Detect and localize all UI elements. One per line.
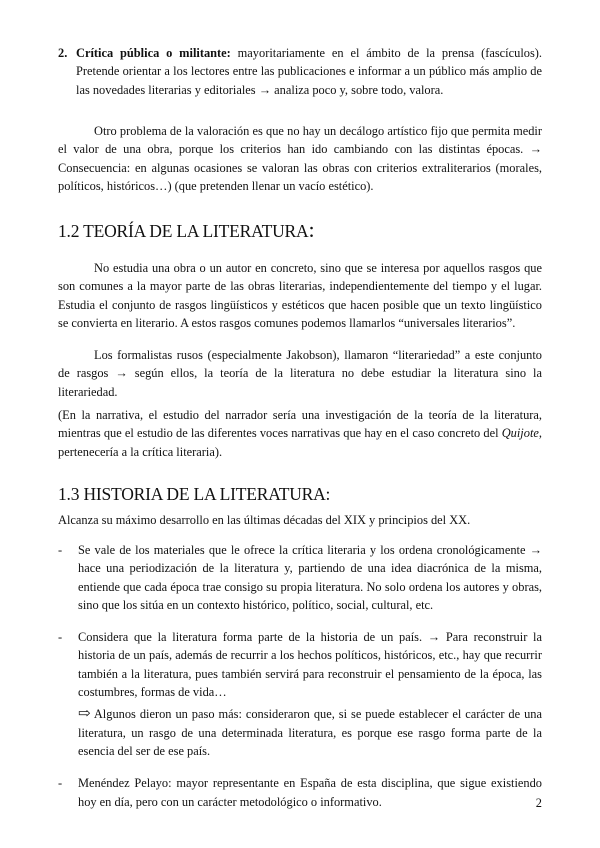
- list-term: Crítica pública o militante:: [76, 46, 231, 60]
- italic-title: Quijote: [501, 426, 539, 441]
- heading-colon: :: [308, 217, 315, 242]
- paragraph-historia-intro: Alcanza su máximo desarrollo en las últimas décadas del XIX y principios del XX.: [58, 513, 471, 527]
- paragraph-teoria-3: [58, 406, 542, 461]
- bullet-dash: -: [58, 776, 63, 791]
- list-item: [58, 628, 542, 760]
- bullet-note: [78, 705, 542, 760]
- list-item-2: [58, 44, 542, 99]
- list-item: [58, 541, 542, 614]
- page-number: 2: [535, 796, 542, 810]
- paragraph-teoria-2: Los formalistas rusos (especialmente Jakobson), llamaron “literariedad” a este conjunto de rasgos → según ellos, la teoría de la literatura no debe estudiar la literatura sino la literariedad.: [58, 348, 542, 399]
- bullet-text: Considera que la literatura forma parte de la historia de un país. → Para reconstruir la historia de un país, además de recurrir a los hechos políticos, históricos, etc., hay que recurrir también a la literatura, pues también servirá para reconstruir el pensamiento de la época, las costumbres, formas de vida…: [78, 630, 542, 700]
- bullet-dash: -: [58, 630, 63, 645]
- bullet-text: Se vale de los materiales que le ofrece la crítica literaria y los ordena cronológicamente → hace una periodización de la literatura y, partiendo de una idea diacrónica de la misma, entiende que cada época trae consigo su propia literatura. No solo ordena los autores y obras, sino que los sitúa en un contexto histórico, político, social, cultural, etc.: [78, 543, 542, 612]
- list-text: mayoritariamente en el ámbito de la prensa (fascículos). Pretende orientar a los lectores entre las publicaciones e informar a un público más amplio de las novedades literarias y editoriales → analiza poco y, sobre todo, valora.: [76, 46, 542, 97]
- bullet-dash: -: [58, 543, 63, 557]
- paragraph-text-end: , pertenecería a la crítica literaria).: [58, 426, 542, 459]
- double-arrow-icon: ⇨: [78, 706, 91, 723]
- paragraph-text: (En la narrativa, el estudio del narrador sería una investigación de la teoría de la literatura, mientras que el estudio de las diferentes voces narrativas que hay en el caso concreto del: [58, 408, 542, 441]
- note-text: Algunos dieron un paso más: consideraron que, si se puede establecer el carácter de una literatura, un rasgo de una determinada literatura, es porque ese rasgo forma parte de la esencia del ser de ese país.: [78, 707, 542, 758]
- list-number: 2.: [58, 46, 68, 60]
- paragraph-teoria-1: No estudia una obra o un autor en concreto, sino que se interesa por aquellos rasgos que son comunes a la mayor parte de las obras literarias, independientemente del tiempo y el lugar. Estudia el conjunto de rasgos lingüísticos y estéticos que hacen posible que un texto lingüístico se convierta en literario. A estos rasgos comunes podemos llamarlos “universales literarios”.: [58, 261, 542, 330]
- section-heading-1-3: 1.3 HISTORIA DE LA LITERATURA:: [58, 484, 331, 504]
- paragraph-valoracion: Otro problema de la valoración es que no hay un decálogo artístico fijo que permita medir el valor de una obra, porque los criterios han ido cambiando con las distintas épocas. → Consecuencia: en algunas ocasiones se valoran las obras con criterios extraliterarios (morales, políticos, históricos…) (que pretenden llenar un vacío estético).: [58, 124, 542, 193]
- heading-text: 1.2 TEORÍA DE LA LITERATURA: [58, 221, 309, 241]
- historia-list: [58, 541, 542, 811]
- bullet-text: Menéndez Pelayo: mayor representante en España de esta disciplina, que sigue existiendo hoy en día, pero con un carácter metodológico o informativo.: [78, 776, 542, 809]
- section-heading-1-2: [58, 217, 314, 243]
- list-item: [58, 774, 542, 811]
